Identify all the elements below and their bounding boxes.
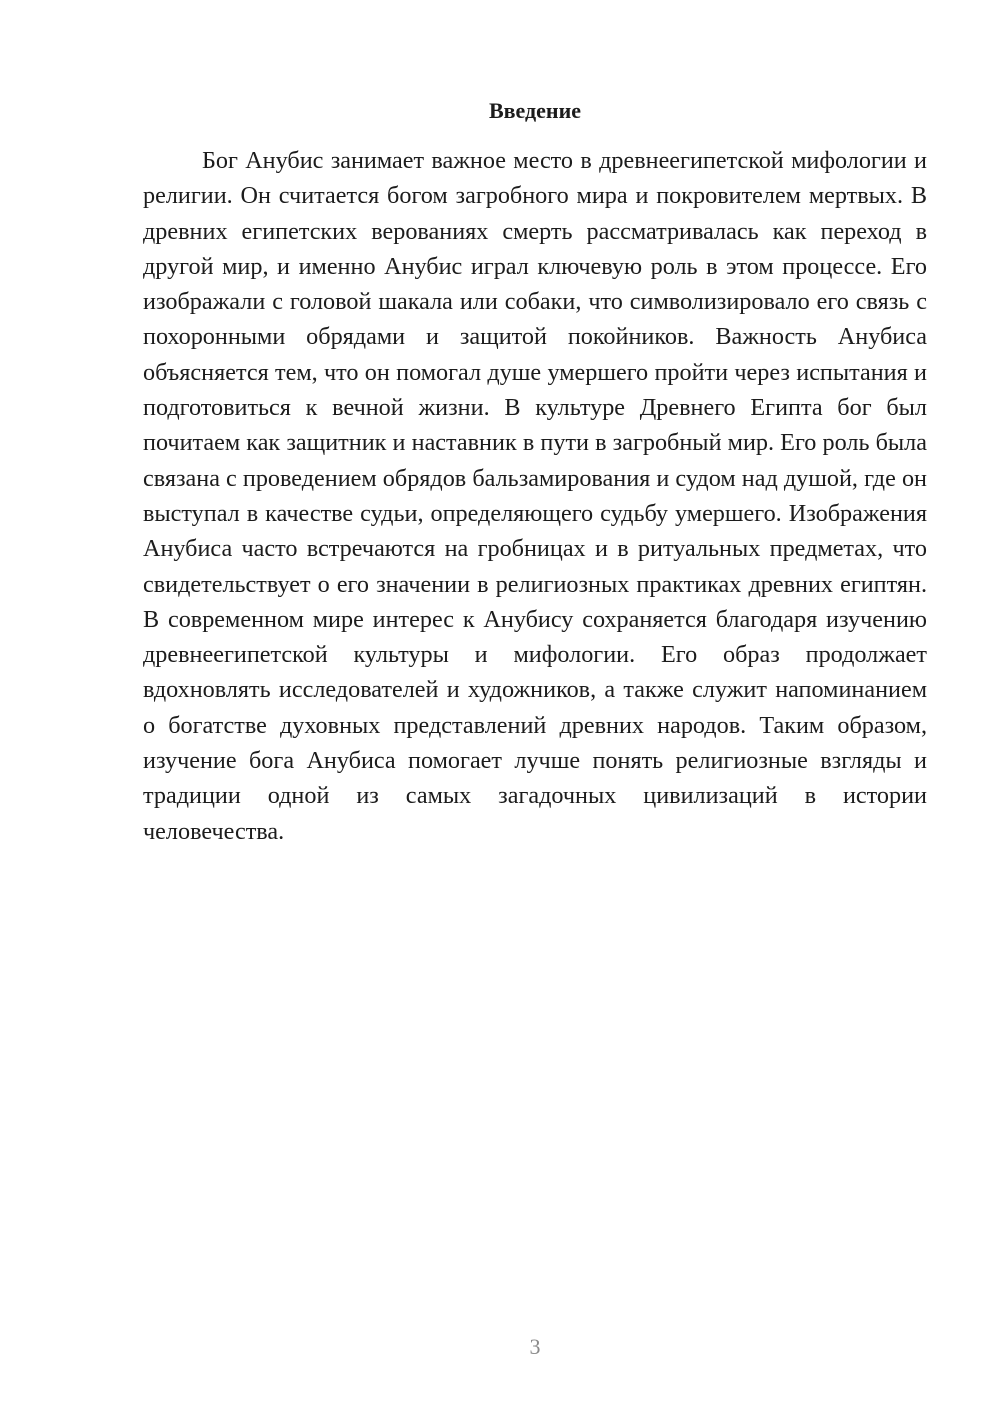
section-title: Введение [488, 98, 582, 123]
body-paragraph: Бог Анубис занимает важное место в древнеегипетской мифологии и религии. Он считается богом загробного мира и покровителем мертвых. В древних египетских верованиях смерть рассматривалась как переход в другой мир, и именно Анубис играл ключевую роль в этом процессе. Его изображали с головой шакала или собаки, что символизировало его связь с похоронными обрядами и защитой покойников. Важность Анубиса объясняется тем, что он помогал душе умершего пройти через испытания и подготовиться к вечной жизни. В культуре Древнего Египта бог был почитаем как защитник и наставник в пути в загробный мир. Его роль была связана с проведением обрядов бальзамирования и судом над душой, где он выступал в качестве судьи, определяющего судьбу умершего. Изображения Анубиса часто встречаются на гробницах и в ритуальных предметах, что свидетельствует о его значении в религиозных практиках древних египтян. В современном мире интерес к Анубису сохраняется благодаря изучению древнеегипетской культуры и мифологии. Его образ продолжает вдохновлять исследователей и художников, а также служит напоминанием о богатстве духовных представлений древних народов. Таким образом, изучение бога Анубиса помогает лучше понять религиозные взгляды и традиции одной из самых загадочных цивилизаций в истории человечества. [143, 147, 927, 845]
page-number: 3 [529, 1334, 541, 1359]
